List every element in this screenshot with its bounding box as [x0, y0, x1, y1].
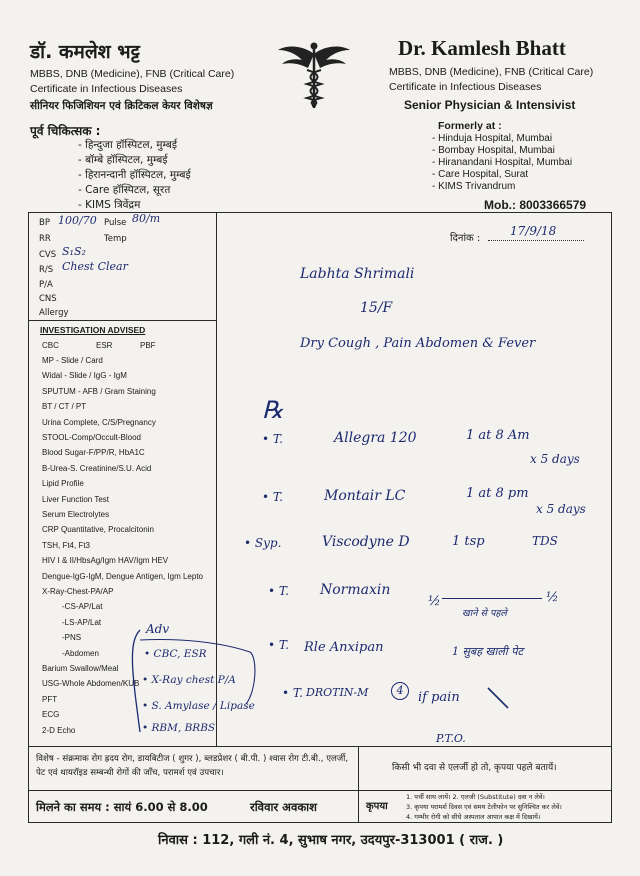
med1-prefix: • T.: [262, 432, 283, 446]
hospital-english-1: - Hinduja Hospital, Mumbai: [432, 133, 553, 144]
hospital-english-5: - KIMS Trivandrum: [432, 181, 516, 192]
med4-name: Normaxin: [320, 582, 391, 598]
advice-label: Adv: [146, 622, 170, 636]
investigation-item: CRP Quantitative, Procalcitonin: [42, 525, 154, 535]
cvs-value: S₁S₂: [62, 245, 86, 258]
investigation-item: BT / CT / PT: [42, 402, 87, 412]
med6-prefix: • T.: [282, 686, 303, 700]
investigation-item: SPUTUM - AFB / Gram Staining: [42, 386, 156, 396]
investigation-title: INVESTIGATION ADVISED: [40, 325, 146, 335]
qualifications-left: MBBS, DNB (Medicine), FNB (Critical Care): [30, 68, 235, 80]
doctor-name-english: Dr. Kamlesh Bhatt: [398, 36, 566, 60]
allergy-note: किसी भी दवा से एलर्जी हो तो, कृपया पहले बतायें।: [392, 763, 557, 773]
investigation-item: USG-Whole Abdomen/KUB: [42, 679, 140, 689]
formerly-label-hindi: पूर्व चिकित्सक :: [30, 124, 101, 138]
temp-label: Temp: [104, 234, 127, 244]
investigation-item: Widal - Slide / IgG - IgM: [42, 371, 127, 381]
med4-dose2: ½: [546, 590, 559, 605]
med2-duration: x 5 days: [536, 502, 586, 516]
investigation-item: TSH, Ft4, Ft3: [42, 540, 91, 550]
med5-prefix: • T.: [268, 638, 289, 652]
investigation-item: MP - Slide / Card: [42, 356, 103, 365]
hospital-hindi-5: - KIMS त्रिवेंद्रम: [78, 199, 141, 211]
hospital-english-4: - Care Hospital, Surat: [432, 169, 529, 180]
investigation-item: Liver Function Test: [42, 494, 109, 504]
certificate-right: Certificate in Infectious Diseases: [389, 81, 542, 93]
investigation-item: ECG: [42, 710, 60, 720]
footer-note-2: 3. कृपया परामर्श दिवस एवं समय टेलीफोन पर सुनिश्चित कर लेवें।: [406, 803, 562, 811]
pto-note: P.T.O.: [436, 732, 466, 745]
advice-amylase: • S. Amylase / Lipase: [142, 700, 255, 712]
med1-dose: 1 at 8 Am: [466, 428, 530, 443]
investigation-item: Serum Electrolytes: [42, 510, 110, 519]
xray-sub-item: -Abdomen: [62, 648, 99, 658]
investigation-item: 2-D Echo: [42, 725, 76, 735]
rx-symbol: ℞: [262, 396, 284, 424]
med4-instruction: खाने से पहले: [462, 608, 507, 619]
certificate-left: Certificate in Infectious Diseases: [30, 83, 183, 95]
designation-hindi: सीनियर फिजिशियन एवं क्रिटिकल केयर विशेषज्ञ: [30, 100, 213, 112]
xray-sub-item: -PNS: [62, 633, 82, 643]
investigation-item: Blood Sugar-F/PP/R, HbA1C: [42, 448, 145, 458]
investigation-item: X-Ray-Chest-PA/AP: [42, 587, 114, 596]
bp-value: 100/70: [58, 214, 97, 227]
med2-prefix: • T.: [262, 490, 283, 504]
investigation-item: STOOL-Comp/Occult-Blood: [42, 433, 141, 442]
mobile-number: Mob.: 8003366579: [484, 198, 587, 212]
xray-sub-item: -CS-AP/Lat: [62, 602, 103, 612]
xray-sub-item: -LS-AP/Lat: [62, 617, 102, 627]
kripya-label: कृपया: [366, 801, 388, 812]
investigation-item: Urina Complete, C/S/Pregnancy: [42, 417, 156, 427]
advice-rbm: • RBM, BRBS: [142, 722, 216, 734]
inv-esr: ESR: [96, 341, 113, 350]
clinic-address: निवास : 112, गली नं. 4, सुभाष नगर, उदयपुर-313001 ( राज. ): [158, 833, 504, 848]
med1-name: Allegra 120: [334, 430, 417, 446]
hospital-hindi-4: - Care हॉस्पिटल, सूरत: [78, 184, 171, 196]
patient-name: Labhta Shrimali: [300, 266, 415, 282]
advice-cbc: • CBC, ESR: [144, 648, 207, 660]
cns-label: CNS: [39, 294, 57, 304]
med2-name: Montair LC: [324, 488, 406, 504]
med4-prefix: • T.: [268, 584, 289, 598]
doctor-name-hindi: डॉ. कमलेश भट्ट: [30, 41, 140, 63]
med3-dose: 1 tsp: [452, 534, 485, 549]
med5-name: Rle Anxipan: [304, 640, 384, 655]
rr-label: RR: [39, 234, 51, 244]
footer-notes: [406, 792, 562, 822]
investigation-item: Dengue-IgG-IgM, Dengue Antigen, Igm Lepto: [42, 571, 203, 581]
inv-cbc: CBC: [42, 341, 59, 350]
allergy-label: Allergy: [39, 308, 69, 318]
investigation-item: B-Urea-S. Creatinine/S.U. Acid: [42, 463, 152, 473]
med6-circle: 4: [391, 682, 409, 700]
hospital-english-3: - Hiranandani Hospital, Mumbai: [432, 157, 573, 168]
hospital-english-2: - Bombay Hospital, Mumbai: [432, 145, 555, 156]
pulse-value: 80/m: [132, 212, 161, 225]
pulse-label: Pulse: [104, 218, 127, 228]
rs-label: R/S: [39, 265, 54, 275]
investigation-item: Lipid Profile: [42, 479, 84, 489]
caduceus-logo-icon: [274, 40, 354, 110]
date-label: दिनांक :: [450, 233, 481, 244]
med3-prefix: • Syp.: [244, 536, 282, 550]
med4-dose: ½: [428, 594, 441, 609]
hospital-hindi-1: - हिन्दुजा हॉस्पिटल, मुम्बई: [78, 139, 178, 151]
investigation-item: Barium Swallow/Meal: [42, 664, 119, 673]
inv-pbf: PBF: [140, 341, 156, 350]
date-value: 17/9/18: [510, 224, 557, 238]
chief-complaint: Dry Cough , Pain Abdomen & Fever: [300, 336, 536, 351]
formerly-label-english: Formerly at :: [438, 120, 502, 132]
qualifications-right: MBBS, DNB (Medicine), FNB (Critical Care): [389, 66, 594, 78]
hospital-hindi-2: - बॉम्बे हॉस्पिटल, मुम्बई: [78, 154, 168, 166]
sunday-holiday: रविवार अवकाश: [250, 800, 317, 814]
investigation-item: PFT: [42, 694, 58, 704]
med3-name: Viscodyne D: [322, 534, 410, 550]
med5-dose: 1 सुबह खाली पेट: [452, 645, 523, 658]
special-services: विशेष - संक्रमाक रोग ह्रदय रोग, डायबिटीज ( शुगर ), ब्लडप्रेशर ( बी.पी. ) श्वास रोग टी.बी., एलर्जी, पेट एवं थायरॉइड सम्बन्धी रोगों की जाँच, परामर्श एवं उपचार।: [36, 754, 349, 778]
advice-xray: • X-Ray chest P/A: [142, 674, 236, 686]
pain-slash-icon: [484, 684, 514, 714]
med6-dose: if pain: [418, 690, 460, 705]
footer-note-3: 4. गम्भीर रोगी को सीधे अस्पताल आपात कक्ष में दिखायें।: [406, 813, 541, 821]
rs-value: Chest Clear: [62, 260, 128, 273]
investigation-item: HIV I & II/HbsAg/Igm HAV/Igm HEV: [42, 556, 169, 566]
cvs-label: CVS: [39, 250, 57, 260]
med3-duration: TDS: [532, 534, 558, 548]
patient-age-sex: 15/F: [360, 300, 393, 316]
med2-dose: 1 at 8 pm: [466, 486, 529, 501]
bp-label: BP: [39, 218, 50, 228]
designation-english: Senior Physician & Intensivist: [404, 98, 576, 112]
footer-note-1: 1. पर्ची साथ लायें। 2. एलजी (Substitute) दवा न लेवें।: [406, 793, 545, 801]
hospital-hindi-3: - हिरानन्दानी हॉस्पिटल, मुम्बई: [78, 169, 191, 181]
visiting-hours: मिलने का समय : सायं 6.00 से 8.00: [36, 800, 208, 814]
pa-label: P/A: [39, 280, 53, 290]
med6-name: DROTIN-M: [306, 686, 369, 699]
med1-duration: x 5 days: [530, 452, 580, 466]
